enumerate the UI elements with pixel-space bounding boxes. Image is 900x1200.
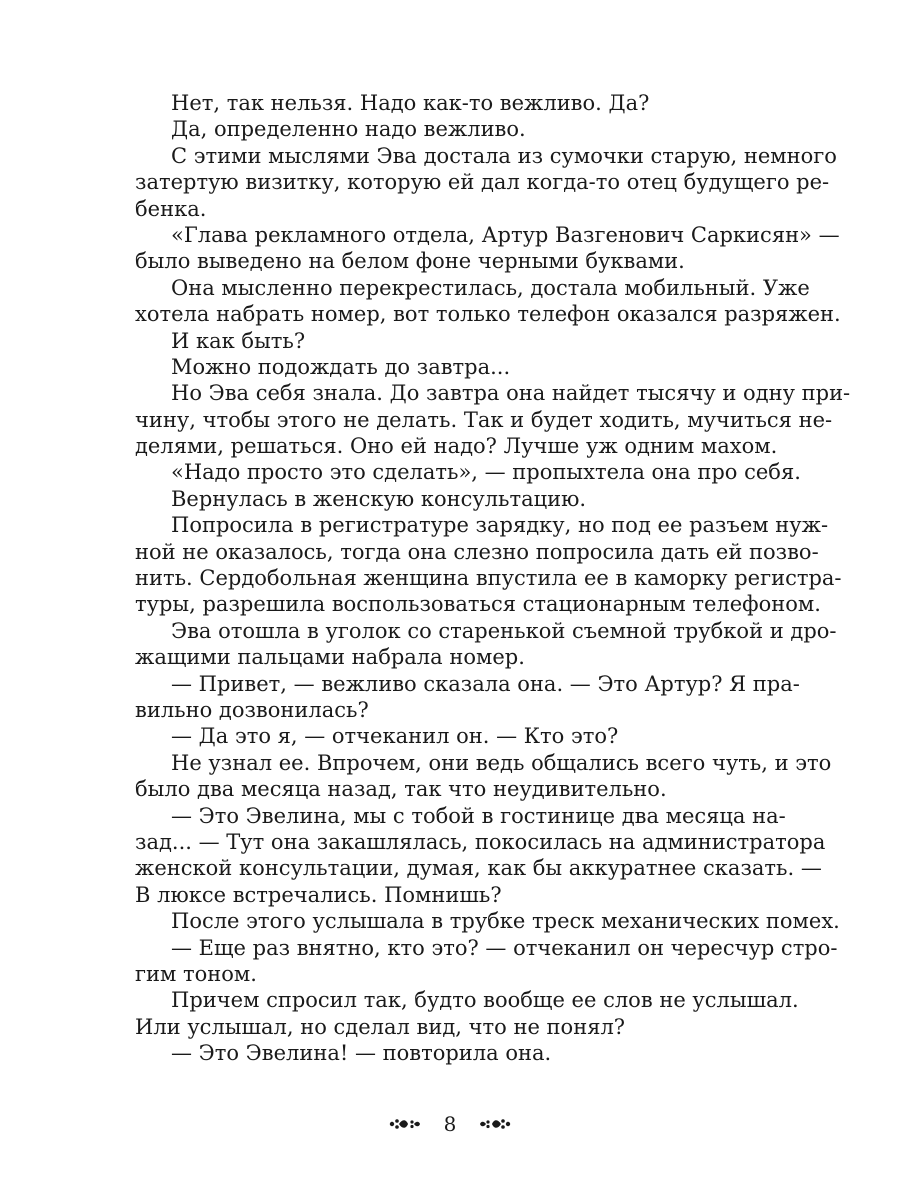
text-line: туры, разрешила воспользоваться стационарным телефоном. xyxy=(135,592,821,617)
page-number: 8 xyxy=(443,1112,457,1136)
text-line: хотела набрать номер, вот только телефон оказался разряжен. xyxy=(135,302,841,327)
text-line: «Глава рекламного отдела, Артур Вазгенович Саркисян» — xyxy=(171,222,840,247)
text-line: бенка. xyxy=(135,196,207,221)
text-line: затертую визитку, которую ей дал когда-то отец будущего ре- xyxy=(135,170,830,195)
text-line: ной не оказалось, тогда она слезно попросила дать ей позво- xyxy=(135,539,819,564)
text-line: Не узнал ее. Впрочем, они ведь общались всего чуть, и это xyxy=(171,750,832,775)
text-line: зад... — Тут она закашлялась, покосилась на администратора xyxy=(135,829,826,854)
text-line: Причем спросил так, будто вообще ее слов не услышал. xyxy=(171,988,799,1013)
text-line: Можно подождать до завтра... xyxy=(171,354,511,379)
text-line: С этими мыслями Эва достала из сумочки старую, немного xyxy=(171,143,837,168)
text-line: И как быть? xyxy=(171,328,306,353)
text-line: — Это Эвелина! — повторила она. xyxy=(171,1041,552,1066)
text-line: вильно дозвонилась? xyxy=(135,697,369,722)
page-footer xyxy=(0,1108,900,1140)
text-line: нить. Сердобольная женщина впустила ее в каморку регистра- xyxy=(135,566,842,591)
floral-ornament-icon xyxy=(388,1116,422,1132)
text-line: «Надо просто это сделать», — пропыхтела она про себя. xyxy=(171,460,801,485)
text-line: было выведено на белом фоне черными буквами. xyxy=(135,249,685,274)
text-line: — Это Эвелина, мы с тобой в гостинице два месяца на- xyxy=(171,803,786,828)
text-line: было два месяца назад, так что неудивительно. xyxy=(135,777,667,802)
text-line: Попросила в регистратуре зарядку, но под ее разъем нуж- xyxy=(171,513,829,538)
text-line: делями, решаться. Оно ей надо? Лучше уж одним махом. xyxy=(135,434,778,459)
floral-ornament-icon xyxy=(478,1116,512,1132)
text-line: Или услышал, но сделал вид, что не понял? xyxy=(135,1014,626,1039)
text-line: В люксе встречались. Помнишь? xyxy=(135,882,502,907)
text-line: — Еще раз внятно, кто это? — отчеканил он чересчур стро- xyxy=(171,935,838,960)
text-line: женской консультации, думая, как бы аккуратнее сказать. — xyxy=(135,856,822,881)
text-line: гим тоном. xyxy=(135,961,257,986)
text-line: — Привет, — вежливо сказала она. — Это Артур? Я пра- xyxy=(171,671,800,696)
text-line: чину, чтобы этого не делать. Так и будет ходить, мучиться не- xyxy=(135,407,833,432)
text-line: Она мысленно перекрестилась, достала мобильный. Уже xyxy=(171,275,810,300)
text-line: Вернулась в женскую консультацию. xyxy=(171,486,587,511)
text-line: Нет, так нельзя. Надо как-то вежливо. Да? xyxy=(171,91,650,115)
body-text xyxy=(135,90,851,1066)
text-line: Да, определенно надо вежливо. xyxy=(171,117,526,142)
text-line: — Да это я, — отчеканил он. — Кто это? xyxy=(171,724,619,749)
text-line: Эва отошла в уголок со старенькой съемной трубкой и дро- xyxy=(171,618,837,643)
text-line: Но Эва себя знала. До завтра она найдет тысячу и одну при- xyxy=(171,381,851,406)
text-line: жащими пальцами набрала номер. xyxy=(135,645,525,670)
text-line: После этого услышала в трубке треск механических помех. xyxy=(171,909,840,934)
